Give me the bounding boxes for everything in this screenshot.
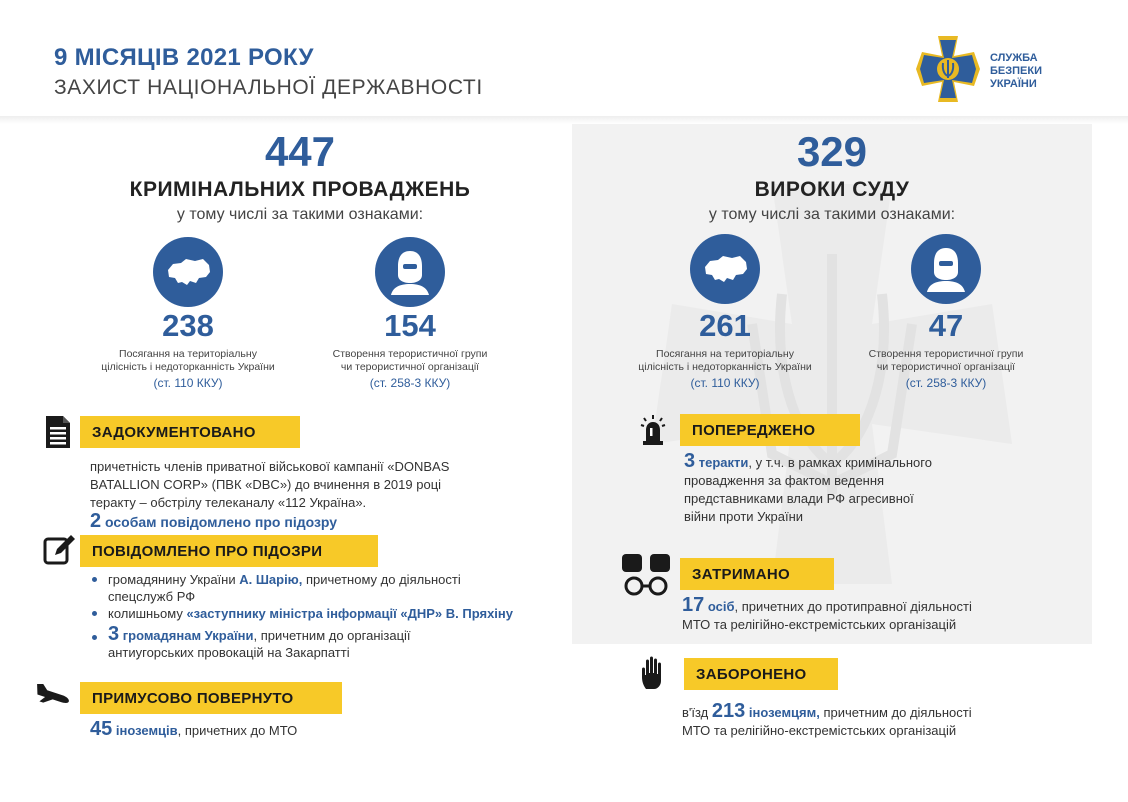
airplane-icon — [32, 684, 72, 706]
suspicion-suffix: причетному до діяльності — [302, 572, 461, 587]
suspicion-suffix: , причетним до організації — [253, 628, 411, 643]
suspicion-item-sharii — [108, 571, 558, 605]
detained-count-label: осіб — [704, 599, 735, 614]
stat-territorial-label — [70, 348, 306, 374]
document-icon — [44, 414, 72, 450]
detained-text — [682, 596, 1062, 634]
banned-count-label: іноземцям, — [745, 705, 820, 720]
banned-banner: ЗАБОРОНЕНО — [684, 658, 838, 690]
stat-terror-group-label — [300, 348, 520, 374]
suspicion-item-citizens — [108, 623, 558, 661]
court-verdicts-total: 329 — [796, 128, 868, 175]
detained-banner: ЗАТРИМАНО — [680, 558, 834, 590]
stat-label-line1: Посягання на територіальну — [119, 348, 257, 360]
stat-territorial-value: 238 — [162, 308, 214, 343]
suspicion-prefix: громадянину України — [108, 572, 240, 587]
detained-count: 17 — [682, 594, 705, 616]
suspicion-count: 3 — [108, 623, 120, 645]
criminal-cases-heading: КРИМІНАЛЬНИХ ПРОВАДЖЕНЬ — [129, 178, 471, 201]
suspicion-name: «заступнику міністра інформації «ДНР» В. Пряхіну — [186, 606, 514, 621]
stat-verdict-terror-ref: (ст. 258-3 ККУ) — [905, 376, 987, 390]
court-verdicts-heading: ВИРОКИ СУДУ — [754, 178, 910, 201]
stat-label-line2: чи терористичної організації — [340, 361, 480, 373]
suspicions-banner: ПОВІДОМЛЕНО ПРО ПІДОЗРИ — [80, 535, 378, 567]
prevented-line4: війни проти України — [684, 509, 804, 524]
stat-label-line2: цілісність і недоторканність України — [101, 361, 275, 373]
banned-line2: МТО та релігійно-екстремістських організацій — [682, 723, 957, 738]
suspicion-name: А. Шарію, — [239, 572, 303, 587]
stat-label-line2: цілісність і недоторканність України — [638, 361, 812, 373]
documented-line2: BATALLION CORP» (ПВК «DBC») до вчинення в 2019 році — [90, 477, 442, 492]
stat-verdict-terror-value: 47 — [928, 308, 964, 343]
stat-verdict-territorial-ref: (ст. 110 ККУ) — [690, 376, 760, 390]
banned-count: 213 — [711, 700, 746, 722]
returned-banner: ПРИМУСОВО ПОВЕРНУТО — [80, 682, 342, 714]
suspicion-item-priakhin — [108, 605, 568, 622]
prevented-text — [684, 452, 1014, 526]
header-divider — [0, 116, 1128, 124]
criminal-cases-total: 447 — [264, 128, 336, 175]
org-name-line3: УКРАЇНИ — [990, 78, 1037, 90]
stop-hand-icon — [640, 655, 670, 691]
documented-text — [90, 458, 550, 532]
court-verdicts-subheading: у тому числі за такими ознаками: — [708, 206, 956, 223]
edit-pen-icon — [43, 533, 77, 565]
stat-label-line1: Створення терористичної групи — [868, 348, 1024, 360]
header-title-period: 9 МІСЯЦІВ 2021 РОКУ — [54, 44, 314, 71]
returned-count-label: іноземців — [112, 723, 178, 738]
returned-text — [90, 720, 490, 740]
header-title-topic: ЗАХИСТ НАЦІОНАЛЬНОЇ ДЕРЖАВНОСТІ — [54, 76, 483, 99]
detained-line1: , причетних до протиправної діяльності — [734, 599, 972, 614]
stat-label-line2: чи терористичної організації — [876, 361, 1016, 373]
stat-verdict-terror-label — [836, 348, 1056, 374]
banned-text — [682, 702, 1062, 740]
prevented-count-label: теракти — [695, 455, 749, 470]
documented-count-text: особам повідомлено про підозру — [105, 514, 338, 530]
org-name-line1: СЛУЖБА — [990, 52, 1038, 64]
ukraine-map-icon — [153, 237, 223, 307]
bullet-dot — [92, 577, 97, 582]
detained-line2: МТО та релігійно-екстремістських організацій — [682, 617, 957, 632]
bullet-dot — [92, 611, 97, 616]
returned-suffix: , причетних до МТО — [177, 723, 298, 738]
org-name-line2: БЕЗПЕКИ — [990, 65, 1042, 77]
banned-line1: причетним до діяльності — [819, 705, 972, 720]
sbu-logo-icon — [916, 36, 980, 102]
prevented-banner: ПОПЕРЕДЖЕНО — [680, 414, 860, 446]
documented-count: 2 — [90, 510, 102, 532]
masked-terrorist-icon — [911, 234, 981, 304]
stat-label-line1: Посягання на територіальну — [656, 348, 794, 360]
masked-terrorist-icon — [375, 237, 445, 307]
returned-count: 45 — [90, 718, 113, 740]
prevented-line2: провадження за фактом ведення — [684, 473, 885, 488]
documented-line3: теракту – обстрілу телеканалу «112 Україна». — [90, 495, 367, 510]
criminal-cases-subheading: у тому числі за такими ознаками: — [176, 206, 424, 223]
prevented-line3: представниками влади РФ агресивної — [684, 491, 914, 506]
ukraine-map-icon — [690, 234, 760, 304]
stat-terror-group-ref: (ст. 258-3 ККУ) — [369, 376, 451, 390]
stat-label-line1: Створення терористичної групи — [332, 348, 488, 360]
suspicion-line2: спецслужб РФ — [108, 589, 196, 604]
stat-verdict-territorial-value: 261 — [699, 308, 751, 343]
stat-terror-group-value: 154 — [384, 308, 436, 343]
documented-line1: причетність членів приватної військової кампанії «DONBAS — [90, 459, 450, 474]
suspicion-prefix: колишньому — [108, 606, 187, 621]
handcuffs-icon — [620, 552, 672, 598]
sbu-logo-text — [990, 52, 1042, 91]
stat-verdict-territorial-label — [607, 348, 843, 374]
prevented-count: 3 — [684, 450, 696, 472]
prevented-line1: , у т.ч. в рамках кримінального — [748, 455, 932, 470]
documented-banner: ЗАДОКУМЕНТОВАНО — [80, 416, 300, 448]
siren-alarm-icon — [640, 414, 666, 446]
suspicion-name: громадянам України — [119, 628, 254, 643]
stat-territorial-ref: (ст. 110 ККУ) — [153, 376, 223, 390]
suspicion-line2: антиугорських провокацій на Закарпатті — [108, 645, 350, 660]
bullet-dot — [92, 635, 97, 640]
banned-prefix: в'їзд — [682, 705, 712, 720]
